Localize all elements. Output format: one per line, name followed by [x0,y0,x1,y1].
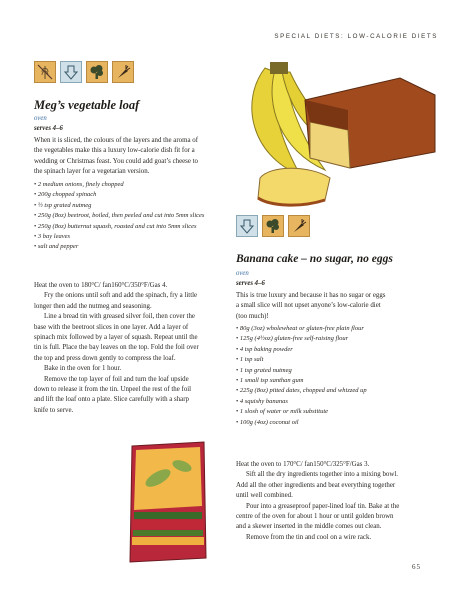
carrot-icon [288,215,310,237]
ingredient-item: • 100g (4oz) coconut oil [236,418,441,428]
intro-line: When it is sliced, the colours of the layers and the aroma of [34,137,198,144]
method-line: Remove from the tin and cool on a wire rack. [246,533,372,541]
method-line: Heat the oven to 170°C/ fan150°C/325°F/Gas 3. [236,461,370,468]
ingredient-item: • 1 small tsp xanthan gum [236,376,441,386]
ingredient-item: • 125g (4½oz) gluten-free self-raising flour [236,334,441,344]
method-line: Line a bread tin with greased silver foil, then cover the [44,313,195,321]
recipe2-intro [236,291,436,322]
method-line: Pour into a greaseproof paper-lined loaf tin. Bake at the [246,502,400,510]
method-line: Remove the top layer of foil and turn the loaf upside [44,375,189,383]
ingredient-item: • 250g (8oz) beetroot, boiled, then peeled and cut into 5mm slices [34,211,244,221]
ingredient-item: • salt and pepper [34,242,244,252]
ingredient-item: • 1 tsp grated nutmeg [236,366,441,376]
recipe1-title: Meg’s vegetable loaf [34,98,140,112]
ingredient-item: • 3 bay leaves [34,232,244,242]
intro-line: the vegetables make this a luxury low-calorie dish fit for a [34,147,195,155]
ingredient-item: • 80g (3oz) wholewheat or gluten-free plain flour [236,324,441,334]
intro-line: (too much)! [236,312,269,320]
method-line: Add all the other ingredients and beat everything together [236,481,396,489]
ingredient-item: • 225g (8oz) pitted dates, chopped and whizzed up [236,386,441,396]
recipe1-serves: serves 4–6 [34,125,63,132]
vegetable-loaf-illustration [118,438,218,580]
recipe2-title: Banana cake – no sugar, no eggs [236,253,393,265]
ingredient-item: • 1 slosh of water or milk substitute [236,407,441,417]
ingredient-item: • 1 tsp salt [236,355,441,365]
method-line: knife to serve. [34,406,74,414]
intro-line: a small slice will not upset anyone’s low-calorie diet [236,302,381,310]
method-line: Sift all the dry ingredients together into a mixing bowl. [246,471,398,479]
intro-line: the spinach layer for a vegetarian version. [34,168,150,176]
recipe2-ingredients [236,324,441,428]
loaf [305,78,435,168]
recipe2-serves: serves 4–6 [236,280,265,287]
broccoli-icon [262,215,284,237]
method-line: longer then add the nutmeg and seasoning. [34,302,152,310]
method-line: Heat the oven to 180°C/ fan160°C/350°F/Gas 4. [34,282,168,289]
recipe1-oven-label: oven [34,115,47,122]
intro-line: wedding or Christmas feast. You could add goat’s cheese to [34,157,199,165]
method-line: base with the beetroot slices in one layer. Add a layer of [34,323,189,331]
method-line: centre of the oven for about 1 hour or until golden brown [236,513,394,521]
diet-icons-right [236,215,310,237]
method-line: spinach mix followed by a layer of squash. Repeat until the [34,334,198,342]
ingredient-item: • ½ tsp grated nutmeg [34,201,244,211]
method-line: and a skewer inserted in the middle comes out clean. [236,523,382,531]
banana-cake-illustration [230,60,445,210]
method-line: down to release it from the tin. Unpeel the rest of the foil [34,386,192,394]
intro-line: This is true luxury and because it has no sugar or eggs [236,292,386,299]
ingredient-item: • 2 medium onions, finely chopped [34,180,244,190]
recipe2-oven-label: oven [236,270,249,277]
page-number: 65 [412,563,421,571]
low-fat-icon [60,61,82,83]
running-head: SPECIAL DIETS: LOW-CALORIE DIETS [274,33,438,40]
ingredient-item: • 250g (8oz) butternut squash, roasted and cut into 5mm slices [34,222,244,232]
cake-slice [258,168,330,205]
recipe1-ingredients [34,180,244,253]
broccoli-icon [86,61,108,83]
carrot-icon [112,61,134,83]
method-line: and lift the loaf onto a plate. Slice carefully with a sharp [34,396,189,404]
ingredient-item: • 200g chopped spinach [34,190,244,200]
ingredient-item: • 4 squishy bananas [236,397,441,407]
method-line: Fry the onions until soft and add the spinach, fry a little [44,292,198,300]
ingredient-item: • 4 tsp baking powder [236,345,441,355]
diet-icons-left [34,61,134,83]
low-fat-icon [236,215,258,237]
recipe1-method [34,281,239,416]
method-line: the top and press down gently to compress the loaf. [34,354,176,362]
method-line: until well combined. [236,492,293,500]
no-wheat-icon [34,61,56,83]
recipe2-method [236,460,441,543]
recipe1-intro [34,136,234,178]
method-line: Bake in the oven for 1 hour. [44,365,122,373]
method-line: tin is full. Place the bay leaves on the top. Fold the foil over [34,344,199,352]
